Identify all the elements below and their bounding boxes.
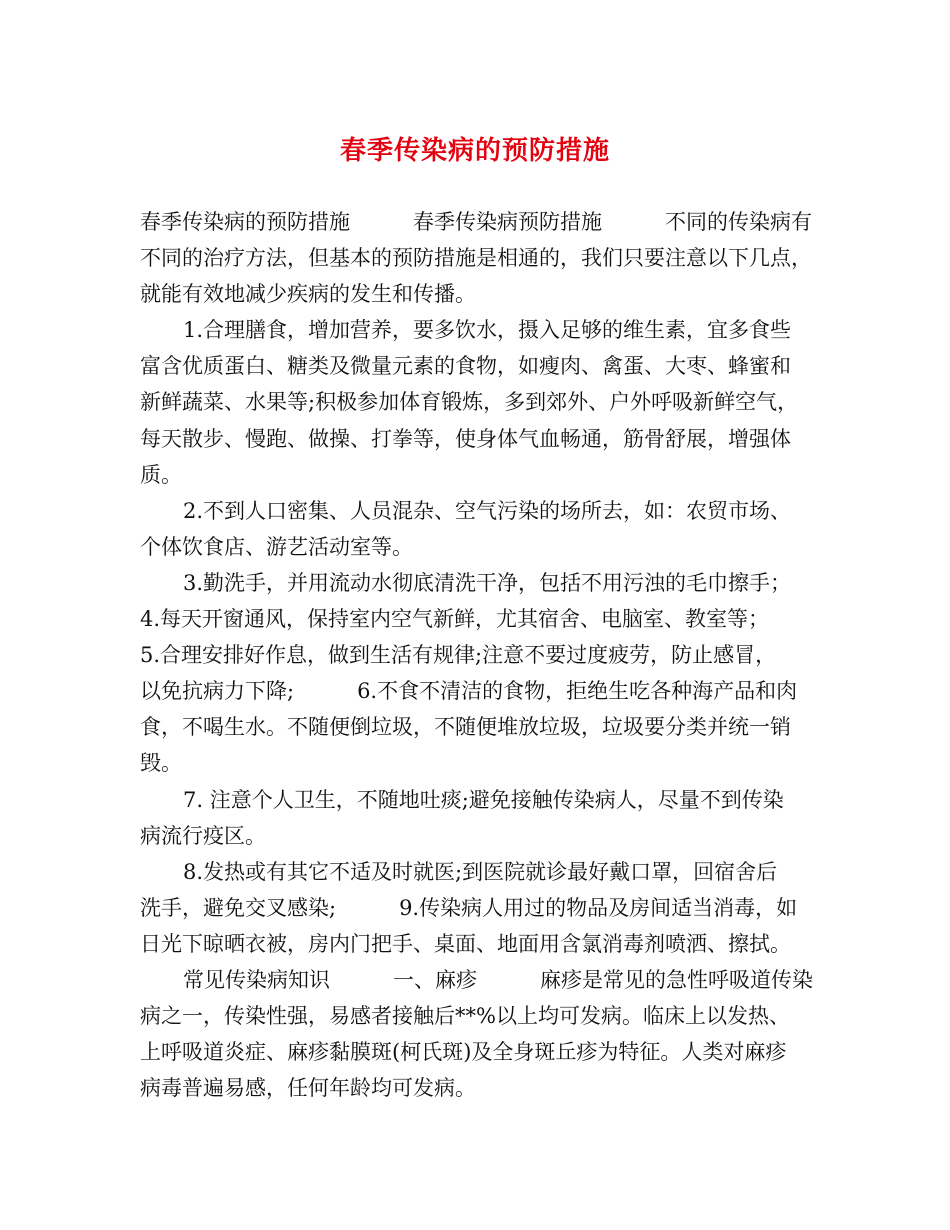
text-line: 3.勤洗手，并用流动水彻底清洗干净，包括不用污浊的毛巾擦手； bbox=[183, 570, 792, 595]
paragraph-item-1 bbox=[140, 312, 816, 492]
paragraph-item-8-9 bbox=[140, 854, 816, 962]
text-line: 常见传染病知识 一、麻疹 麻疹是常见的急性呼吸道传染 bbox=[183, 967, 813, 992]
paragraph-item-3-6 bbox=[140, 565, 816, 782]
text-line: 以免抗病力下降; 6.不食不清洁的食物，拒绝生吃各种海产品和肉 bbox=[140, 679, 798, 704]
paragraph-item-2 bbox=[140, 493, 816, 565]
paragraph-measles bbox=[140, 962, 816, 1106]
text-line: 7. 注意个人卫生，不随地吐痰;避免接触传染病人，尽量不到传染 bbox=[183, 787, 784, 812]
paragraph-intro bbox=[140, 204, 816, 312]
text-line: 新鲜蔬菜、水果等;积极参加体育锻炼，多到郊外、户外呼吸新鲜空气， bbox=[140, 390, 799, 415]
text-line: 2.不到人口密集、人员混杂、空气污染的场所去，如：农贸市场、 bbox=[183, 498, 792, 523]
text-line: 质。 bbox=[140, 462, 182, 487]
text-line: 每天散步、慢跑、做操、打拳等，使身体气血畅通，筋骨舒展，增强体 bbox=[140, 426, 791, 451]
text-line: 1.合理膳食，增加营养，要多饮水，摄入足够的维生素，宜多食些 bbox=[183, 318, 792, 343]
document-body bbox=[140, 204, 816, 1106]
text-line: 病之一，传染性强，易感者接触后**%以上均可发病。临床上以发热、 bbox=[140, 1004, 790, 1029]
paragraph-item-7 bbox=[140, 782, 816, 854]
text-line: 不同的治疗方法，但基本的预防措施是相通的，我们只要注意以下几点， bbox=[140, 246, 812, 271]
text-line: 食，不喝生水。不随便倒垃圾，不随便堆放垃圾，垃圾要分类并统一销 bbox=[140, 715, 791, 740]
text-line: 春季传染病的预防措施 春季传染病预防措施 不同的传染病有 bbox=[140, 210, 812, 234]
text-line: 上呼吸道炎症、麻疹黏膜斑(柯氏斑)及全身斑丘疹为特征。人类对麻疹 bbox=[140, 1040, 787, 1065]
text-line: 日光下晾晒衣被，房内门把手、桌面、地面用含氯消毒剂喷洒、擦拭。 bbox=[140, 931, 791, 956]
text-line: 就能有效地减少疾病的发生和传播。 bbox=[140, 282, 476, 307]
text-line: 5.合理安排好作息，做到生活有规律;注意不要过度疲劳，防止感冒， bbox=[140, 643, 777, 668]
text-line: 8.发热或有其它不适及时就医;到医院就诊最好戴口罩，回宿舍后 bbox=[183, 859, 778, 884]
text-line: 个体饮食店、游艺活动室等。 bbox=[140, 534, 413, 559]
text-line: 4.每天开窗通风，保持室内空气新鲜，尤其宿舍、电脑室、教室等； bbox=[140, 607, 770, 632]
text-line: 洗手，避免交叉感染; 9.传染病人用过的物品及房间适当消毒，如 bbox=[140, 895, 798, 920]
text-line: 富含优质蛋白、糖类及微量元素的食物，如瘦肉、禽蛋、大枣、蜂蜜和 bbox=[140, 354, 791, 379]
text-line: 毁。 bbox=[140, 751, 182, 776]
text-line: 病毒普遍易感，任何年龄均可发病。 bbox=[140, 1076, 476, 1101]
document-title: 春季传染病的预防措施 bbox=[339, 136, 610, 166]
text-line: 病流行疫区。 bbox=[140, 823, 266, 848]
